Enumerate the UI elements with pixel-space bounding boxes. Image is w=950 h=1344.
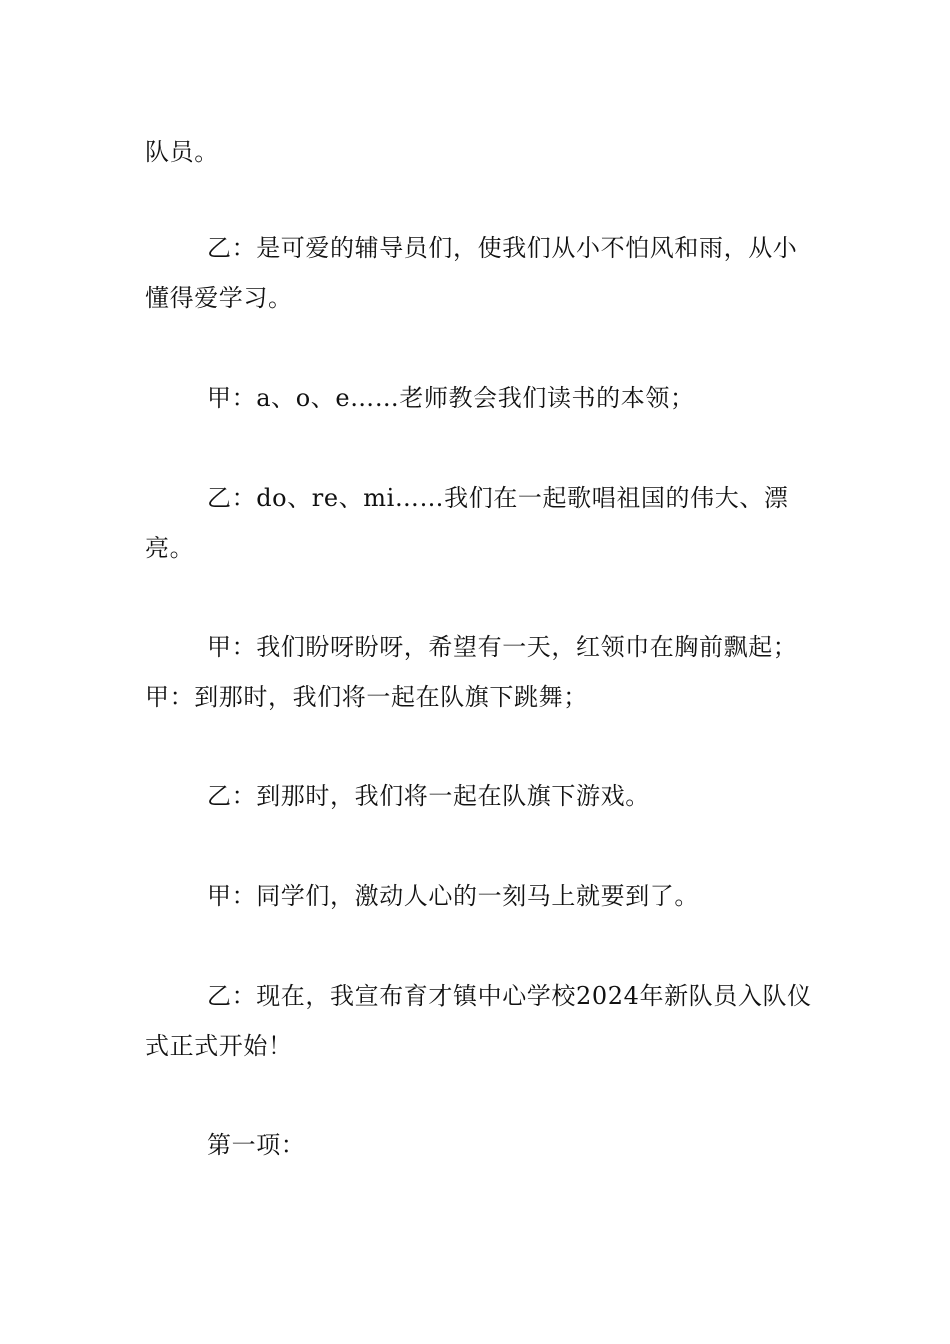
paragraph-yi-counselors: 乙：是可爱的辅导员们，使我们从小不怕风和雨，从小懂得爱学习。 — [145, 234, 798, 312]
paragraph-yi-play: 乙：到那时，我们将一起在队旗下游戏。 — [207, 782, 650, 810]
paragraph-continuation: 队员。 — [145, 138, 219, 166]
paragraph-first-item: 第一项： — [207, 1131, 306, 1159]
paragraph-yi-singing: 乙：do、re、mi……我们在一起歌唱祖国的伟大、漂亮。 — [145, 484, 789, 562]
paragraph-jia-dance: 甲：到那时，我们将一起在队旗下跳舞； — [145, 683, 588, 711]
paragraph-yi-ceremony-start: 乙：现在，我宣布育才镇中心学校2024年新队员入队仪式正式开始！ — [145, 982, 812, 1060]
paragraph-jia-moment: 甲：同学们，激动人心的一刻马上就要到了。 — [207, 882, 699, 910]
paragraph-jia-reading: 甲：a、o、e……老师教会我们读书的本领； — [207, 384, 695, 412]
paragraph-jia-red-scarf: 甲：我们盼呀盼呀，希望有一天，红领巾在胸前飘起； — [207, 633, 798, 661]
